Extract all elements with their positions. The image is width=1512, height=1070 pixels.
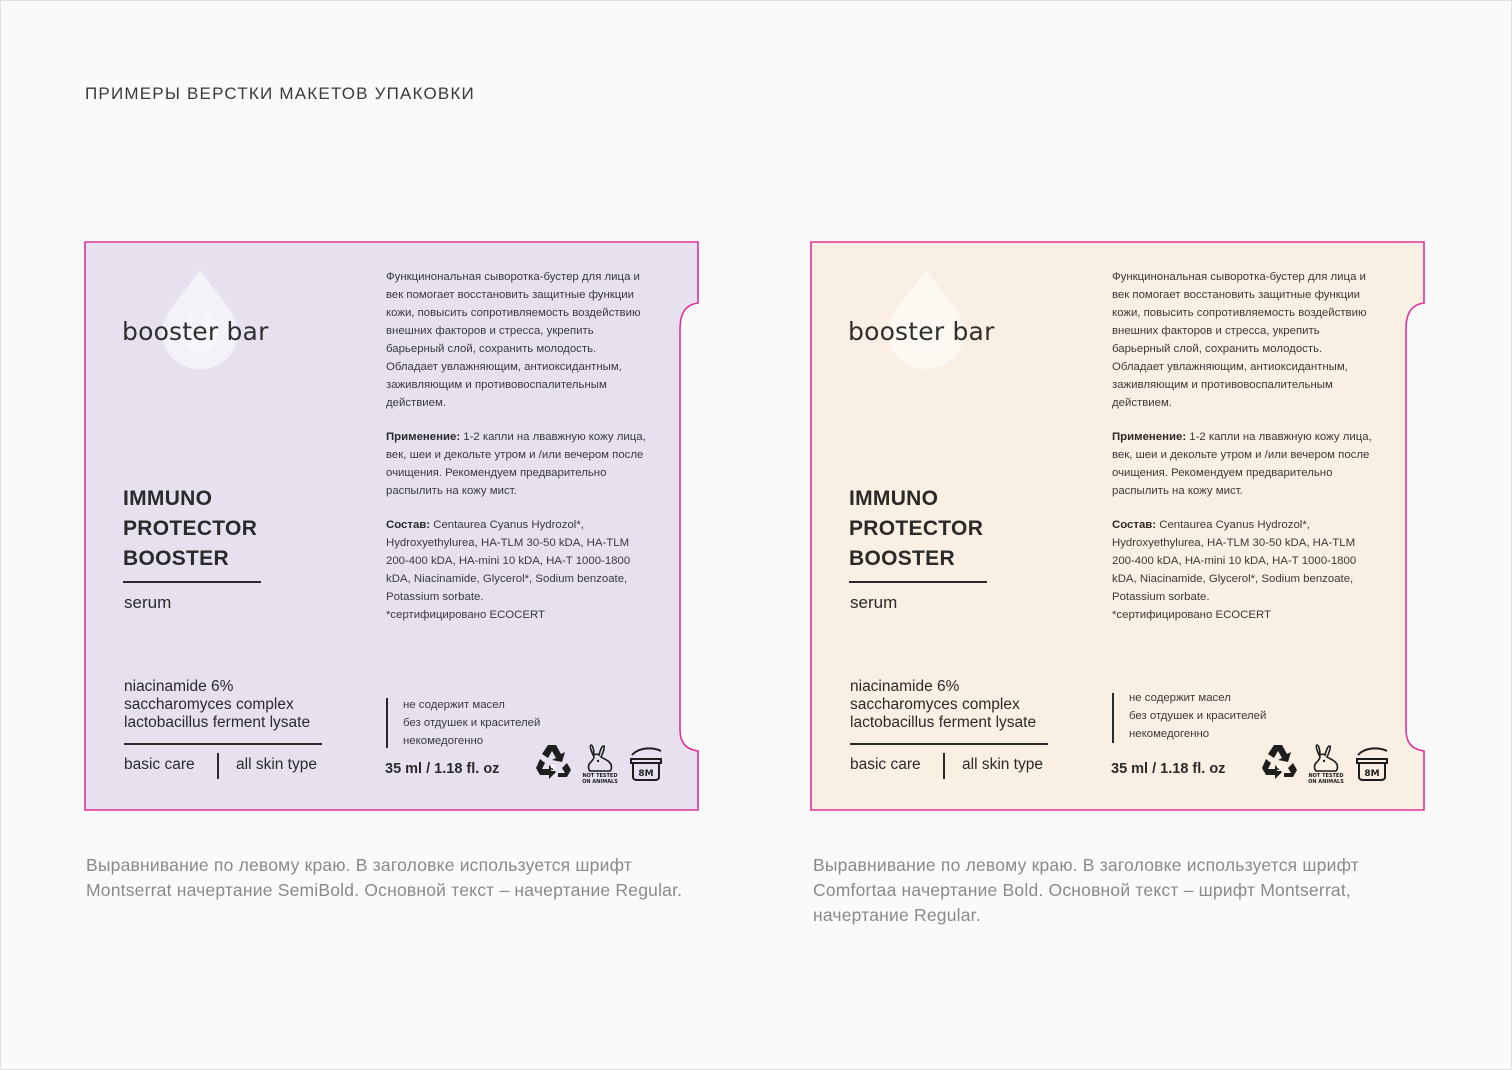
- open-jar-icon: [631, 748, 661, 780]
- cruelty-free-line: NOT TESTED: [582, 773, 618, 779]
- product-name-underline: [849, 581, 987, 583]
- care-type: basic care: [850, 756, 921, 773]
- cruelty-free-line: ON ANIMALS: [582, 779, 618, 785]
- label-caption: Выравнивание по левому краю. В заголовке используется шрифт Montserrat начертание SemiBold. Основной текст – начертание Regular.: [86, 855, 683, 900]
- care-type: basic care: [124, 756, 195, 773]
- package-label-1: [84, 241, 699, 811]
- usage-label: Применение:: [1112, 431, 1187, 443]
- claim-item: не содержит масел: [1129, 692, 1231, 704]
- product-name-line: PROTECTOR: [849, 517, 984, 540]
- actives-divider: [124, 743, 322, 745]
- claims-bar: [1112, 693, 1114, 743]
- description-text: Функцинональная сыворотка-бустер для лица и век помогает восстановить защитные функции кожи, повысить сопротивляемость воздействию внешних факторов и стресса, укрепить барьерный слой, сохранить молодость. Обладает увлажняющим, антиоксидантным, заживляющим и противовоспалительным действием.: [1112, 271, 1367, 409]
- label-description: [1112, 268, 1374, 624]
- active-ingredient: niacinamide 6%: [124, 678, 234, 695]
- usage-body: 1-2 капли на лвавжную кожу лица, век, шеи и декольте утром и /или вечером после очищения. Рекомендуем предварительно распылить на кожу мист.: [386, 431, 646, 497]
- claims-bar: [386, 698, 388, 748]
- cruelty-free-line: ON ANIMALS: [1308, 779, 1344, 785]
- usage-body: 1-2 капли на лвавжную кожу лица, век, шеи и декольте утром и /или вечером после очищения. Рекомендуем предварительно распылить на кожу мист.: [1112, 431, 1372, 497]
- label-description: [386, 268, 648, 624]
- page-title: ПРИМЕРЫ ВЕРСТКИ МАКЕТОВ УПАКОВКИ: [85, 84, 475, 103]
- cruelty-free-line: NOT TESTED: [1308, 773, 1344, 779]
- active-ingredient: saccharomyces complex: [850, 696, 1020, 713]
- usage-label: Применение:: [386, 431, 461, 443]
- care-divider: [943, 753, 945, 779]
- skin-type: all skin type: [236, 756, 317, 773]
- usage-text: [386, 428, 648, 500]
- open-jar-icon: [1357, 748, 1387, 780]
- product-name-line: BOOSTER: [849, 547, 955, 570]
- recycle-icon: [1262, 745, 1297, 779]
- active-ingredient: lactobacillus ferment lysate: [124, 714, 311, 731]
- product-claims: [1129, 689, 1266, 743]
- active-ingredient: lactobacillus ferment lysate: [850, 714, 1037, 731]
- rabbit-icon: [582, 745, 618, 785]
- composition-label: Состав:: [386, 519, 431, 531]
- brand-name: booster bar: [122, 317, 269, 346]
- package-icons: [1262, 743, 1392, 785]
- actives-divider: [850, 743, 1048, 745]
- claim-item: без отдушек и красителей: [403, 717, 541, 729]
- pao-text: 8M: [638, 769, 654, 779]
- rabbit-icon: [1308, 745, 1344, 785]
- active-ingredient: niacinamide 6%: [850, 678, 960, 695]
- product-volume: 35 ml / 1.18 fl. oz: [385, 761, 500, 777]
- composition-body: Centaurea Cyanus Hydrozol*, Hydroxyethylurea, HA-TLM 30-50 kDA, HA-TLM 200-400 kDA, HA-mini 10 kDA, HA-T 1000-1800 kDA, Niacinamide, Glycerol*, Sodium benzoate, Potassium sorbate.: [386, 519, 631, 603]
- product-name: [849, 484, 983, 574]
- product-name-line: BOOSTER: [123, 547, 229, 570]
- composition-text: [1112, 516, 1374, 606]
- pao-text: 8M: [1364, 769, 1380, 779]
- claim-item: некомедогенно: [1129, 728, 1210, 740]
- product-name-line: IMMUNO: [849, 487, 939, 510]
- product-volume: 35 ml / 1.18 fl. oz: [1111, 761, 1226, 777]
- product-name-underline: [123, 581, 261, 583]
- composition-body: Centaurea Cyanus Hydrozol*, Hydroxyethylurea, HA-TLM 30-50 kDA, HA-TLM 200-400 kDA, HA-mini 10 kDA, HA-T 1000-1800 kDA, Niacinamide, Glycerol*, Sodium benzoate, Potassium sorbate.: [1112, 519, 1357, 603]
- claim-item: не содержит масел: [403, 699, 505, 711]
- package-label-2: [810, 241, 1425, 811]
- skin-type: all skin type: [962, 756, 1043, 773]
- recycle-number: 5: [550, 764, 556, 773]
- product-name-line: PROTECTOR: [123, 517, 258, 540]
- product-name: [123, 484, 257, 574]
- description-text: Функцинональная сыворотка-бустер для лица и век помогает восстановить защитные функции кожи, повысить сопротивляемость воздействию внешних факторов и стресса, укрепить барьерный слой, сохранить молодость. Обладает увлажняющим, антиоксидантным, заживляющим и противовоспалительным действием.: [386, 271, 641, 409]
- active-ingredient: saccharomyces complex: [124, 696, 294, 713]
- active-ingredients: [124, 678, 310, 732]
- usage-text: [1112, 428, 1374, 500]
- product-claims: [403, 696, 540, 750]
- care-divider: [217, 753, 219, 779]
- certification-text: *сертифицировано ECOCERT: [386, 609, 545, 621]
- claim-item: некомедогенно: [403, 735, 484, 747]
- package-icons: [536, 743, 666, 785]
- composition-label: Состав:: [1112, 519, 1157, 531]
- composition-text: [386, 516, 648, 606]
- brand-name: booster bar: [848, 317, 995, 346]
- claim-item: без отдушек и красителей: [1129, 710, 1267, 722]
- product-type: serum: [850, 593, 898, 612]
- product-name-line: IMMUNO: [123, 487, 213, 510]
- certification-text: *сертифицировано ECOCERT: [1112, 609, 1271, 621]
- product-type: serum: [124, 593, 172, 612]
- active-ingredients: [850, 678, 1036, 732]
- recycle-number: 5: [1276, 764, 1282, 773]
- label-caption: Выравнивание по левому краю. В заголовке используется шрифт Comfortaa начертание Bold. Основной текст – шрифт Montserrat, начертание Regular.: [813, 855, 1359, 925]
- recycle-icon: [536, 745, 571, 779]
